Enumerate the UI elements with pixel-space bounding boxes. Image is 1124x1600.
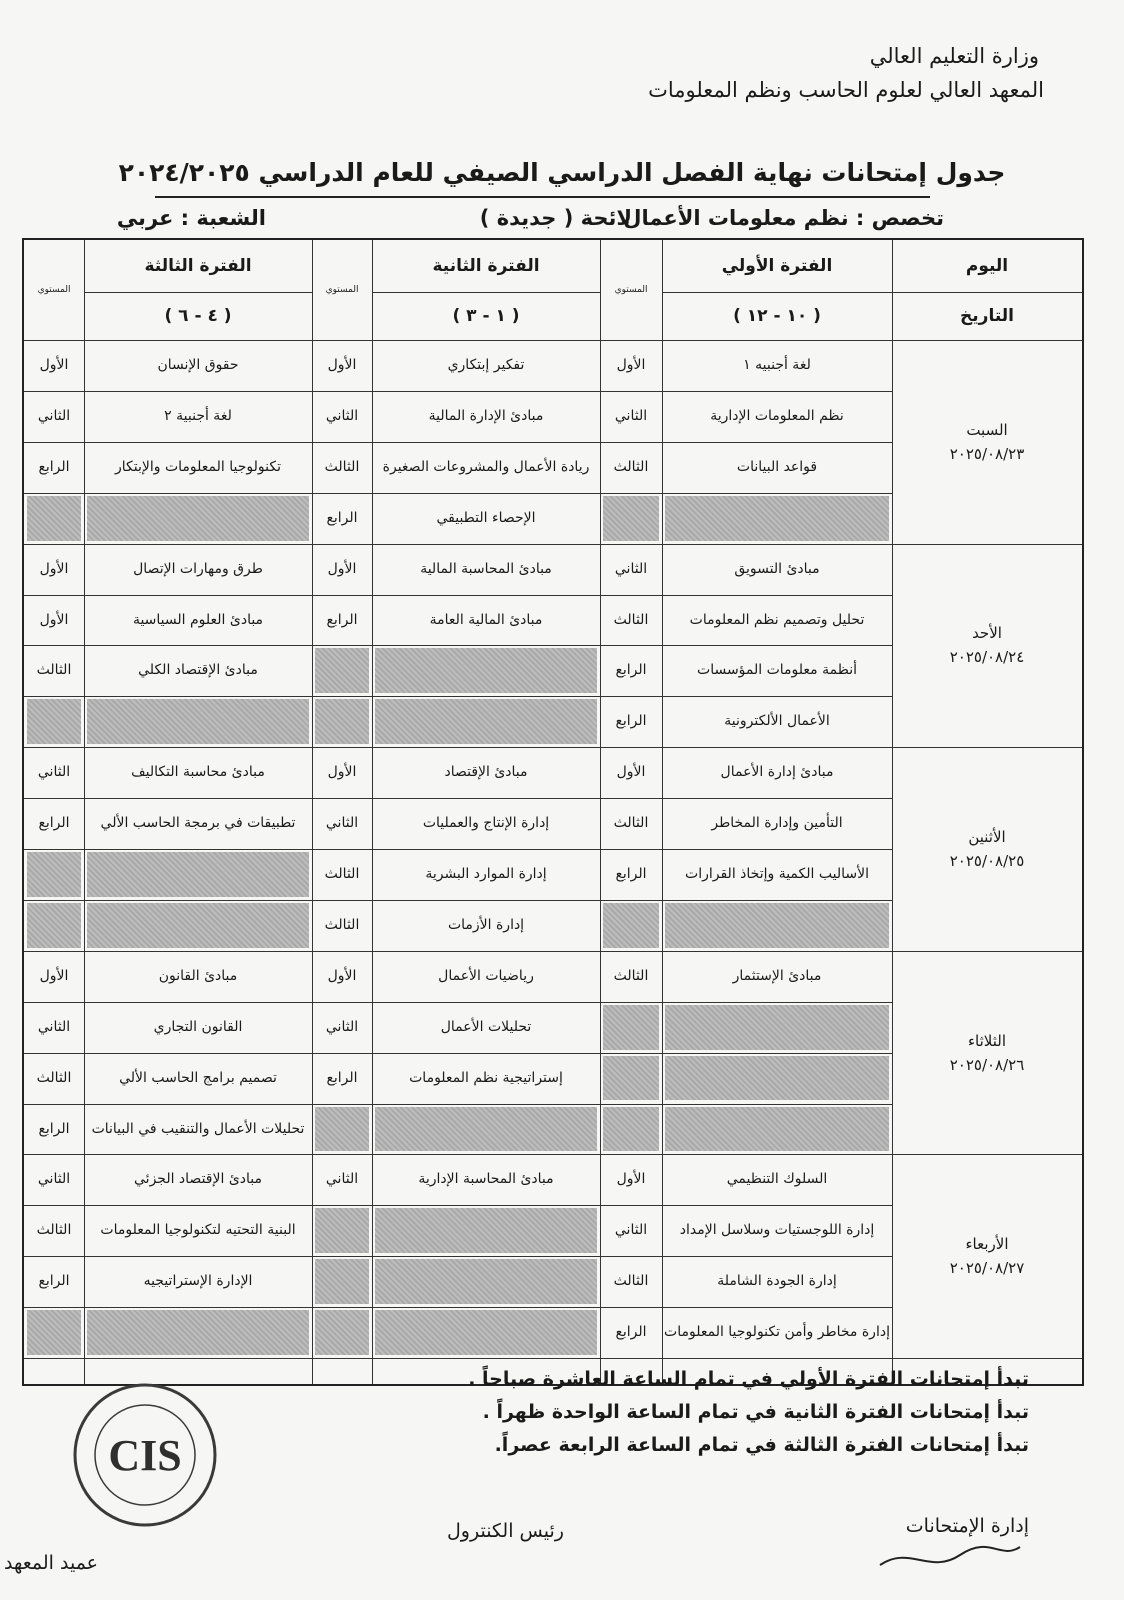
- exam-subject: حقوق الإنسان: [157, 357, 239, 373]
- exam-subject: مبادئ الإقتصاد: [444, 764, 528, 781]
- header-period2: الفترة الثانية: [432, 255, 540, 276]
- header-period3-time: ( ٤ - ٦ ): [164, 305, 232, 326]
- exam-level: الثاني: [325, 815, 359, 832]
- footer-note-2: تبدأ إمتحانات الفترة الثانية في تمام الساعة الواحدة ظهراً .: [482, 1401, 1029, 1423]
- exam-level: الأول: [39, 357, 69, 373]
- specialization-label: تخصص : نظم معلومات الأعمال: [623, 206, 944, 230]
- day-cell: [892, 1154, 1082, 1358]
- exam-level: الثاني: [614, 560, 648, 577]
- exam-subject: الإدارة الإستراتيجيه: [143, 1273, 253, 1290]
- header-period2-time: ( ١ - ٣ ): [452, 305, 520, 326]
- exam-level: الأول: [616, 764, 646, 781]
- header-level-1: المستوي: [614, 284, 648, 295]
- exam-level: الثالث: [613, 967, 649, 984]
- exam-level: الأول: [616, 1171, 646, 1188]
- exam-subject: تحليلات الأعمال: [440, 1018, 532, 1035]
- exam-level: الثالث: [613, 458, 649, 475]
- institute-stamp: [70, 1380, 220, 1530]
- exam-subject: إدارة الإنتاج والعمليات: [422, 815, 550, 832]
- header-period3: الفترة الثالثة: [144, 255, 252, 276]
- exam-level: الأول: [327, 560, 357, 577]
- header-level-2: المستوي: [325, 284, 359, 295]
- exam-subject: أنظمة معلومات المؤسسات: [697, 662, 857, 679]
- day-date: ٢٠٢٥/٠٨/٢٧: [949, 1259, 1025, 1278]
- exam-subject: مبادئ القانون: [158, 967, 238, 984]
- exam-subject: السلوك التنظيمي: [726, 1171, 828, 1188]
- exam-subject: الأعمال الألكترونية: [724, 713, 830, 730]
- exam-level: الثاني: [614, 1222, 648, 1239]
- day-cell: [892, 951, 1082, 1155]
- exam-subject: مبادئ محاسبة التكاليف: [131, 764, 265, 781]
- exam-level: الثاني: [37, 764, 71, 781]
- day-date: ٢٠٢٥/٠٨/٢٦: [949, 1055, 1025, 1074]
- exam-subject: البنية التحتيه لتكنولوجيا المعلومات: [100, 1222, 296, 1239]
- row-divider: [24, 1358, 1082, 1359]
- exam-level: الثالث: [324, 916, 360, 933]
- header-level-3: المستوي: [37, 284, 71, 295]
- shaded-empty-cell: [315, 1107, 369, 1152]
- exam-subject: طرق ومهارات الإتصال: [133, 560, 263, 577]
- signature-scribble: [870, 1535, 1030, 1580]
- shaded-empty-cell: [603, 903, 659, 948]
- day-name: الأثنين: [968, 827, 1006, 846]
- exam-subject: مبادئ المحاسبة الإدارية: [418, 1171, 554, 1188]
- exam-subject: مبادئ إدارة الأعمال: [720, 764, 834, 781]
- footer-note-3: تبدأ إمتحانات الفترة الثالثة في تمام الساعة الرابعة عصراً.: [494, 1434, 1029, 1456]
- exam-level: الأول: [39, 560, 69, 577]
- shaded-empty-cell: [665, 1056, 889, 1101]
- exam-subject: مبادئ التسويق: [734, 560, 820, 577]
- exam-level: الأول: [327, 764, 357, 781]
- exam-subject: لغة أجنبية ٢: [164, 407, 232, 424]
- division-label: الشعبة : عربي: [116, 206, 266, 230]
- exam-subject: إدارة اللوجستيات وسلاسل الإمداد: [679, 1222, 875, 1239]
- exam-subject: التأمين وإدارة المخاطر: [711, 815, 843, 832]
- day-date: ٢٠٢٥/٠٨/٢٥: [949, 851, 1025, 870]
- day-name: الثلاثاء: [968, 1031, 1007, 1050]
- exam-level: الثاني: [37, 1018, 71, 1035]
- exam-level: الرابع: [38, 458, 70, 475]
- shaded-empty-cell: [665, 1005, 889, 1050]
- header-divider: [372, 292, 600, 293]
- shaded-empty-cell: [665, 1107, 889, 1152]
- exam-level: الثاني: [325, 1171, 359, 1188]
- exam-subject: مبادئ الإدارة المالية: [428, 407, 544, 424]
- exam-level: الثالث: [36, 1222, 72, 1239]
- exam-subject: تطبيقات في برمجة الحاسب الألي: [100, 815, 296, 832]
- day-date: ٢٠٢٥/٠٨/٢٤: [949, 648, 1025, 667]
- shaded-empty-cell: [87, 1310, 309, 1355]
- day-name: الأربعاء: [965, 1235, 1009, 1254]
- exam-subject: إدارة مخاطر وأمن تكنولوجيا المعلومات: [664, 1324, 890, 1341]
- svg-text:CIS: CIS: [108, 1431, 182, 1480]
- shaded-empty-cell: [603, 1107, 659, 1152]
- exam-level: الثاني: [37, 1171, 71, 1188]
- exam-subject: تحليلات الأعمال والتنقيب في البيانات: [91, 1120, 305, 1137]
- exam-level: الثاني: [325, 407, 359, 424]
- page-title: جدول إمتحانات نهاية الفصل الدراسي الصيفي للعام الدراسي ٢٠٢٤/٢٠٢٥: [118, 158, 1006, 187]
- header-day: اليوم: [965, 255, 1009, 276]
- exam-level: الأول: [327, 357, 357, 373]
- shaded-empty-cell: [603, 496, 659, 541]
- exam-subject: إدارة الموارد البشرية: [425, 866, 547, 882]
- shaded-empty-cell: [87, 903, 309, 948]
- shaded-empty-cell: [27, 699, 81, 744]
- exam-level: الثاني: [37, 407, 71, 424]
- exam-level: الأول: [39, 611, 69, 628]
- shaded-empty-cell: [375, 1310, 597, 1355]
- exam-level: الثالث: [613, 815, 649, 832]
- exam-level: الثالث: [36, 1069, 72, 1086]
- shaded-empty-cell: [87, 852, 309, 897]
- exam-subject: مبادئ الإقتصاد الجزئي: [134, 1171, 262, 1188]
- exam-subject: القانون التجاري: [153, 1018, 243, 1035]
- exam-level: الرابع: [615, 713, 647, 730]
- shaded-empty-cell: [665, 496, 889, 541]
- shaded-empty-cell: [665, 903, 889, 948]
- exam-level: الرابع: [326, 1069, 358, 1086]
- exam-subject: مبادئ الإقتصاد الكلي: [138, 662, 258, 679]
- exam-subject: تحليل وتصميم نظم المعلومات: [689, 611, 865, 628]
- exam-level: الرابع: [326, 611, 358, 628]
- day-cell: [892, 747, 1082, 951]
- day-name: السبت: [966, 420, 1008, 439]
- exam-subject: تصميم برامج الحاسب الألي: [119, 1069, 277, 1086]
- header-date: التاريخ: [960, 305, 1014, 326]
- exam-subject: نظم المعلومات الإدارية: [710, 407, 844, 424]
- exam-level: الرابع: [615, 1324, 647, 1341]
- exam-level: الرابع: [615, 866, 647, 882]
- footer-note-1: تبدأ إمتحانات الفترة الأولي في تمام الساعة العاشرة صباحاً .: [468, 1368, 1029, 1390]
- exam-level: الثالث: [36, 662, 72, 679]
- exam-subject: الإحصاء التطبيقي: [436, 509, 536, 526]
- dean-signature-label: عميد المعهد: [4, 1552, 99, 1574]
- exam-subject: إستراتيجية نظم المعلومات: [409, 1069, 563, 1086]
- exam-subject: تفكير إبتكاري: [447, 357, 525, 373]
- regulation-label: لائحة ( جديدة ): [479, 206, 632, 230]
- header-divider: [84, 292, 312, 293]
- header-divider: [662, 292, 1082, 293]
- exam-subject: إدارة الأزمات: [447, 916, 525, 933]
- shaded-empty-cell: [27, 903, 81, 948]
- exam-subject: مبادئ العلوم السياسية: [132, 611, 264, 628]
- institute-name: المعهد العالي لعلوم الحاسب ونظم المعلومات: [648, 78, 1044, 102]
- shaded-empty-cell: [315, 1259, 369, 1304]
- exam-subject: ريادة الأعمال والمشروعات الصغيرة: [382, 458, 590, 475]
- header-period1-time: ( ١٠ - ١٢ ): [733, 305, 821, 326]
- exam-level: الرابع: [326, 509, 358, 526]
- exam-level: الثاني: [614, 407, 648, 424]
- exam-level: الرابع: [38, 815, 70, 832]
- exam-subject: الأساليب الكمية وإتخاذ القرارات: [685, 866, 869, 882]
- shaded-empty-cell: [375, 648, 597, 693]
- shaded-empty-cell: [27, 496, 81, 541]
- shaded-empty-cell: [375, 1107, 597, 1152]
- exam-level: الثالث: [324, 866, 360, 882]
- exam-level: الثالث: [613, 611, 649, 628]
- shaded-empty-cell: [315, 1208, 369, 1253]
- exam-level: الثالث: [613, 1273, 649, 1290]
- exams-admin-signature-label: إدارة الإمتحانات: [905, 1515, 1029, 1537]
- shaded-empty-cell: [603, 1056, 659, 1101]
- ministry-name: وزارة التعليم العالي: [869, 44, 1039, 68]
- exam-level: الأول: [327, 967, 357, 984]
- exam-level: الثاني: [325, 1018, 359, 1035]
- day-cell: [892, 544, 1082, 748]
- day-date: ٢٠٢٥/٠٨/٢٣: [949, 444, 1025, 463]
- exam-level: الرابع: [38, 1120, 70, 1137]
- control-head-signature-label: رئيس الكنترول: [447, 1520, 564, 1542]
- shaded-empty-cell: [375, 1208, 597, 1253]
- exam-level: الثالث: [324, 458, 360, 475]
- shaded-empty-cell: [375, 1259, 597, 1304]
- shaded-empty-cell: [27, 852, 81, 897]
- shaded-empty-cell: [315, 648, 369, 693]
- exam-level: الأول: [616, 357, 646, 373]
- exam-level: الأول: [39, 967, 69, 984]
- shaded-empty-cell: [87, 496, 309, 541]
- header-period1: الفترة الأولي: [721, 255, 833, 276]
- shaded-empty-cell: [87, 699, 309, 744]
- exam-level: الرابع: [615, 662, 647, 679]
- shaded-empty-cell: [315, 1310, 369, 1355]
- exam-subject: مبادئ الإستثمار: [732, 967, 822, 984]
- exam-subject: رياضيات الأعمال: [438, 967, 534, 984]
- exam-subject: إدارة الجودة الشاملة: [717, 1273, 837, 1290]
- exam-subject: قواعد البيانات: [736, 458, 818, 475]
- exam-level: الرابع: [38, 1273, 70, 1290]
- day-name: الأحد: [972, 624, 1002, 643]
- exam-subject: تكنولوجيا المعلومات والإبتكار: [115, 458, 281, 475]
- exam-schedule-table: [22, 238, 1084, 1386]
- day-cell: [892, 340, 1082, 544]
- title-underline: [155, 196, 930, 198]
- exam-subject: لغة أجنبيه ١: [743, 357, 811, 373]
- shaded-empty-cell: [375, 699, 597, 744]
- shaded-empty-cell: [27, 1310, 81, 1355]
- exam-subject: مبادئ المحاسبة المالية: [420, 560, 552, 577]
- shaded-empty-cell: [603, 1005, 659, 1050]
- exam-subject: مبادئ المالية العامة: [429, 611, 543, 628]
- shaded-empty-cell: [315, 699, 369, 744]
